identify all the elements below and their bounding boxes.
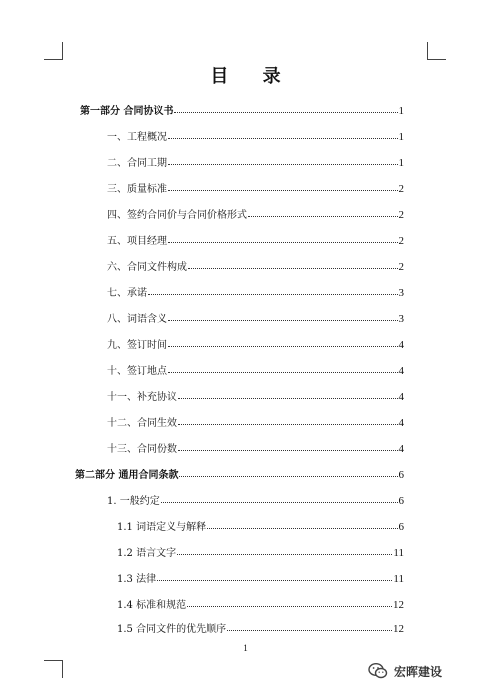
leader-dots bbox=[207, 528, 397, 529]
toc-entry-page: 4 bbox=[398, 391, 404, 403]
toc-entry-page: 6 bbox=[398, 495, 404, 507]
toc-entry-label: 1.2 语言文字 bbox=[117, 548, 177, 559]
toc-entry-page: 4 bbox=[398, 417, 404, 429]
leader-dots bbox=[178, 398, 398, 399]
leader-dots bbox=[178, 424, 398, 425]
toc-entry-page: 11 bbox=[393, 573, 404, 585]
toc-entry-page: 1 bbox=[398, 105, 404, 117]
leader-dots bbox=[168, 138, 398, 139]
toc-entry-page: 3 bbox=[398, 313, 404, 325]
toc-entry-label: 1. 一般约定 bbox=[107, 496, 160, 507]
toc-entry[interactable] bbox=[107, 286, 404, 300]
toc-entry[interactable] bbox=[107, 312, 404, 326]
toc-entry-label: 1.5 合同文件的优先顺序 bbox=[117, 624, 227, 635]
toc-entry-page: 12 bbox=[393, 599, 404, 611]
toc-entry-page: 6 bbox=[398, 469, 404, 481]
leader-dots bbox=[168, 164, 398, 165]
toc-entry-label: 十三、合同份数 bbox=[107, 444, 177, 455]
toc-entry-label: 四、签约合同价与合同价格形式 bbox=[107, 210, 247, 221]
toc-entry-label: 十、签订地点 bbox=[107, 366, 167, 377]
toc-entry[interactable] bbox=[107, 260, 404, 274]
toc-entry-label: 1.1 词语定义与解释 bbox=[117, 522, 207, 533]
leader-dots bbox=[179, 476, 397, 477]
leader-dots bbox=[168, 346, 398, 347]
toc-entry-page: 4 bbox=[398, 365, 404, 377]
toc-entry[interactable] bbox=[107, 156, 404, 170]
toc-entry[interactable] bbox=[107, 494, 404, 508]
toc-entry-label: 八、词语含义 bbox=[107, 314, 167, 325]
toc-entry[interactable] bbox=[80, 104, 404, 118]
toc-entry-page: 12 bbox=[393, 623, 404, 635]
toc-entry-label: 三、质量标准 bbox=[107, 184, 167, 195]
toc-entry-page: 2 bbox=[398, 261, 404, 273]
leader-dots bbox=[227, 630, 392, 631]
toc-entry-label: 第二部分 通用合同条款 bbox=[75, 470, 179, 481]
toc-entry[interactable] bbox=[117, 520, 404, 534]
leader-dots bbox=[168, 190, 398, 191]
toc-entry[interactable] bbox=[117, 572, 404, 586]
toc-entry-page: 1 bbox=[398, 157, 404, 169]
toc-entry-label: 十一、补充协议 bbox=[107, 392, 177, 403]
toc-entry-label: 九、签订时间 bbox=[107, 340, 167, 351]
toc-entry-page: 4 bbox=[398, 339, 404, 351]
leader-dots bbox=[188, 268, 398, 269]
leader-dots bbox=[148, 294, 398, 295]
leader-dots bbox=[174, 112, 397, 113]
leader-dots bbox=[178, 450, 398, 451]
leader-dots bbox=[168, 242, 398, 243]
toc-entry[interactable] bbox=[117, 598, 404, 612]
leader-dots bbox=[161, 502, 398, 503]
leader-dots bbox=[187, 606, 392, 607]
toc-entry-label: 二、合同工期 bbox=[107, 158, 167, 169]
toc-entry[interactable] bbox=[107, 130, 404, 144]
leader-dots bbox=[168, 320, 398, 321]
toc-entry-label: 七、承诺 bbox=[107, 288, 147, 299]
leader-dots bbox=[177, 554, 392, 555]
toc-entry-label: 五、项目经理 bbox=[107, 236, 167, 247]
wechat-icon bbox=[368, 662, 388, 680]
toc-entry[interactable] bbox=[107, 338, 404, 352]
toc-entry-label: 第一部分 合同协议书 bbox=[80, 106, 174, 117]
toc-entry-page: 4 bbox=[398, 443, 404, 455]
leader-dots bbox=[248, 216, 398, 217]
toc-entry-label: 六、合同文件构成 bbox=[107, 262, 187, 273]
toc-entry-label: 一、工程概况 bbox=[107, 132, 167, 143]
watermark bbox=[368, 662, 442, 680]
toc-entry-page: 1 bbox=[398, 131, 404, 143]
watermark-text: 宏晖建设 bbox=[394, 664, 443, 679]
toc-entry-label: 1.4 标准和规范 bbox=[117, 600, 187, 611]
toc-entry[interactable] bbox=[117, 546, 404, 560]
toc-entry-page: 6 bbox=[398, 521, 404, 533]
toc-entry-page: 2 bbox=[398, 183, 404, 195]
toc-entry[interactable] bbox=[107, 390, 404, 404]
toc-entry[interactable] bbox=[107, 182, 404, 196]
toc-entry[interactable] bbox=[107, 416, 404, 430]
toc-entry[interactable] bbox=[107, 442, 404, 456]
page-number: 1 bbox=[243, 643, 248, 653]
toc-entry[interactable] bbox=[107, 364, 404, 378]
toc-entry[interactable] bbox=[107, 234, 404, 248]
toc-entry-page: 2 bbox=[398, 235, 404, 247]
toc-entry-label: 1.3 法律 bbox=[117, 574, 157, 585]
leader-dots bbox=[168, 372, 398, 373]
leader-dots bbox=[157, 580, 392, 581]
toc-entry[interactable] bbox=[107, 208, 404, 222]
toc-entry[interactable] bbox=[75, 468, 404, 482]
toc-title: 目 录 bbox=[210, 66, 295, 87]
toc-entry-page: 3 bbox=[398, 287, 404, 299]
toc-entry-page: 2 bbox=[398, 209, 404, 221]
toc-entry-label: 十二、合同生效 bbox=[107, 418, 177, 429]
toc-entry[interactable] bbox=[117, 622, 404, 636]
toc-entry-page: 11 bbox=[393, 547, 404, 559]
